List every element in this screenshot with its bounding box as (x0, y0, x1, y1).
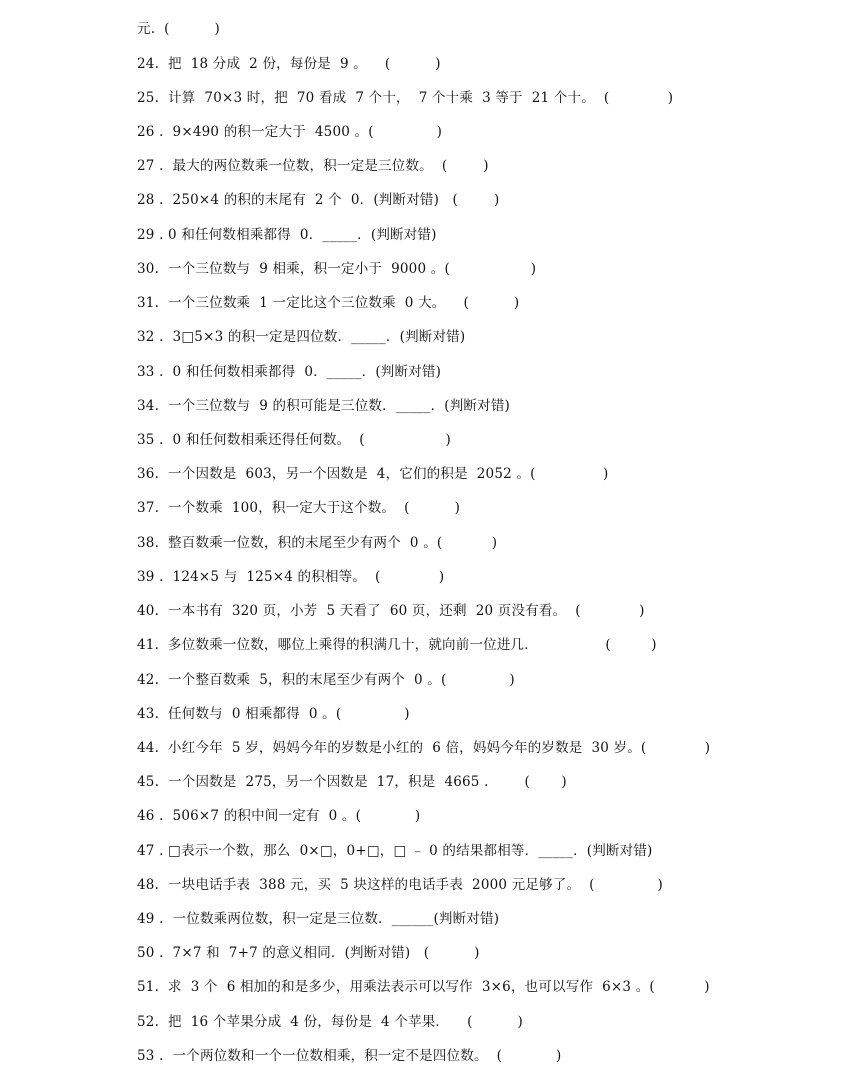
question-27: 27 . 最大的两位数乘一位数，积一定是三位数。 ( ) (137, 158, 489, 174)
question-38: 38. 整百数乘一位数，积的末尾至少有两个 0 。( ) (137, 535, 498, 551)
question-26: 26 . 9×490 的积一定大于 4500 。( ) (137, 124, 443, 140)
question-51: 51. 求 3 个 6 相加的和是多少，用乘法表示可以写作 3×6，也可以写作 6×3 。( ) (137, 979, 710, 995)
question-41: 41. 多位数乘一位数，哪位上乘得的积满几十，就向前一位进几． ( ) (137, 637, 657, 653)
question-49: 49 . 一位数乘两位数，积一定是三位数．______(判断对错) (137, 911, 500, 927)
question-line-fragment: 元. ( ) (137, 21, 221, 37)
question-30: 30. 一个三位数与 9 相乘，积一定小于 9000 。( ) (137, 261, 537, 277)
question-47: 47 . □表示一个数，那么 0×□，0+□，□ ﹣ 0 的结果都相等．_____．(判断对错) (137, 843, 653, 859)
question-33: 33 . 0 和任何数相乘都得 0．_____．(判断对错) (137, 364, 442, 380)
question-50: 50 . 7×7 和 7+7 的意义相同．(判断对错) ( ) (137, 945, 480, 961)
question-24: 24. 把 18 分成 2 份，每份是 9 。 ( ) (137, 56, 441, 72)
question-45: 45. 一个因数是 275，另一个因数是 17，积是 4665 . ( ) (137, 774, 567, 790)
question-40: 40. 一本书有 320 页，小芳 5 天看了 60 页，还剩 20 页没有看。 ( ) (137, 603, 645, 619)
question-35: 35 . 0 和任何数相乘还得任何数。 ( ) (137, 432, 451, 448)
question-28: 28 . 250×4 的积的末尾有 2 个 0．(判断对错) ( ) (137, 192, 500, 208)
question-46: 46 . 506×7 的积中间一定有 0 。( ) (137, 808, 421, 824)
question-29: 29 . 0 和任何数相乘都得 0．_____．(判断对错) (137, 227, 437, 243)
question-32: 32 . 3□5×3 的积一定是四位数．_____．(判断对错) (137, 329, 466, 345)
question-44: 44. 小红今年 5 岁，妈妈今年的岁数是小红的 6 倍，妈妈今年的岁数是 30 岁。( ) (137, 740, 711, 756)
question-36: 36. 一个因数是 603，另一个因数是 4，它们的积是 2052 。( ) (137, 466, 609, 482)
question-52: 52. 把 16 个苹果分成 4 份，每份是 4 个苹果． ( ) (137, 1014, 523, 1030)
question-31: 31. 一个三位数乘 1 一定比这个三位数乘 0 大。 ( ) (137, 295, 520, 311)
question-48: 48. 一块电话手表 388 元，买 5 块这样的电话手表 2000 元足够了。 ( ) (137, 877, 663, 893)
question-37: 37. 一个数乘 100，积一定大于这个数。 ( ) (137, 500, 461, 516)
question-42: 42. 一个整百数乘 5，积的末尾至少有两个 0 。( ) (137, 672, 515, 688)
question-53: 53 . 一个两位数和一个一位数相乘，积一定不是四位数。 ( ) (137, 1048, 562, 1064)
question-43: 43. 任何数与 0 相乘都得 0 。( ) (137, 706, 410, 722)
question-39: 39 . 124×5 与 125×4 的积相等。 ( ) (137, 569, 445, 585)
question-34: 34. 一个三位数与 9 的积可能是三位数．_____．(判断对错) (137, 398, 510, 414)
question-25: 25. 计算 70×3 时，把 70 看成 7 个十， 7 个十乘 3 等于 21 个十。 ( ) (137, 90, 674, 106)
